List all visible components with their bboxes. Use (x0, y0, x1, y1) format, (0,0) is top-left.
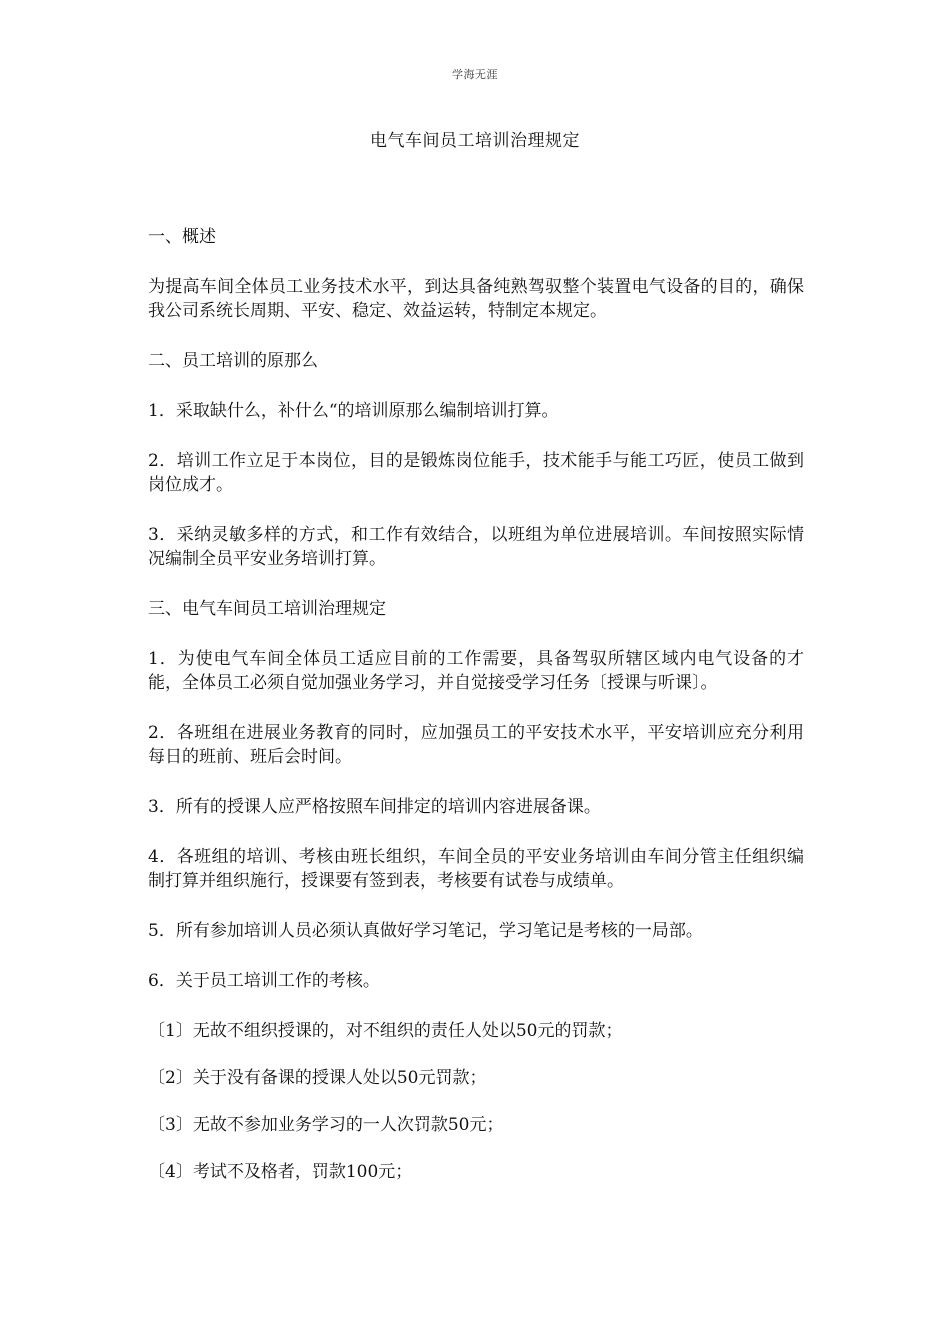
sub-list-item: 〔3〕无故不参加业务学习的一人次罚款50元； (148, 1115, 504, 1135)
document-title: 电气车间员工培训治理规定 (370, 131, 580, 151)
list-item: 6．关于员工培训工作的考核。 (148, 971, 380, 991)
list-item: 5．所有参加培训人员必须认真做好学习笔记，学习笔记是考核的一局部。 (148, 921, 703, 941)
sub-list-item: 〔2〕关于没有备课的授课人处以50元罚款； (148, 1068, 487, 1088)
list-item: 3．采纳灵敏多样的方式，和工作有效结合，以班组为单位进展培训。车间按照实际情况编制全员平安业务培训打算。 (148, 525, 804, 569)
sub-list-item: 〔1〕无故不组织授课的，对不组织的责任人处以50元的罚款； (148, 1021, 623, 1041)
section-heading-regulations: 三、电气车间员工培训治理规定 (148, 599, 386, 619)
list-item: 1．采取缺什么，补什么“的培训原那么编制培训打算。 (148, 401, 559, 421)
section-heading-overview: 一、概述 (148, 227, 216, 247)
page-header: 学海无涯 (452, 68, 498, 81)
list-item: 1．为使电气车间全体员工适应目前的工作需要，具备驾驭所辖区域内电气设备的才能，全体员工必须自觉加强业务学习，并自觉接受学习任务〔授课与听课〕。 (148, 649, 804, 693)
paragraph: 为提高车间全体员工业务技术水平，到达具备纯熟驾驭整个装置电气设备的目的，确保我公司系统长周期、平安、稳定、效益运转，特制定本规定。 (148, 277, 804, 321)
list-item: 2．培训工作立足于本岗位，目的是锻炼岗位能手，技术能手与能工巧匠，使员工做到岗位成才。 (148, 451, 804, 495)
section-heading-principles: 二、员工培训的原那么 (148, 351, 318, 371)
list-item: 3．所有的授课人应严格按照车间排定的培训内容进展备课。 (148, 797, 601, 817)
list-item: 4．各班组的培训、考核由班长组织，车间全员的平安业务培训由车间分管主任组织编制打算并组织施行，授课要有签到表，考核要有试卷与成绩单。 (148, 847, 804, 891)
document-body (148, 225, 804, 1207)
sub-list-item: 〔4〕考试不及格者，罚款100元； (148, 1162, 413, 1182)
list-item: 2．各班组在进展业务教育的同时，应加强员工的平安技术水平，平安培训应充分利用每日的班前、班后会时间。 (148, 723, 804, 767)
